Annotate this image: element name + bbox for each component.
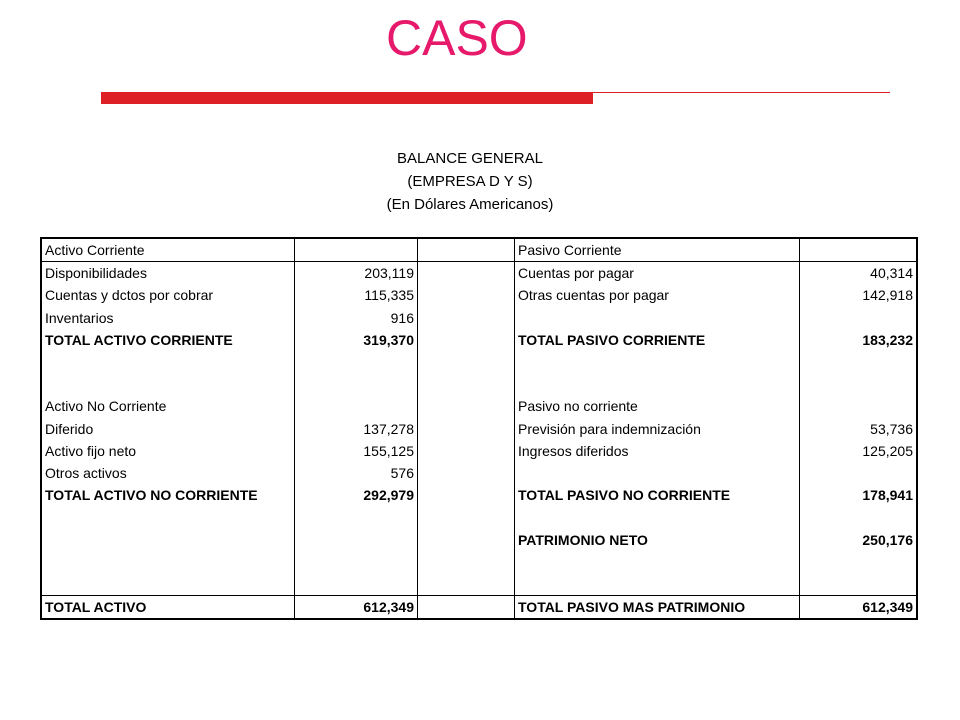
table-row (41, 506, 917, 528)
asset-total-value: 319,370 (295, 329, 418, 351)
liability-value: 53,736 (800, 418, 918, 440)
liability-value (800, 506, 918, 528)
asset-value: 115,335 (295, 284, 418, 306)
balance-sheet-table (40, 237, 918, 620)
report-currency-note: (En Dólares Americanos) (386, 196, 554, 213)
liability-total-value: 178,941 (800, 484, 918, 506)
table-row (41, 351, 917, 373)
asset-label (41, 351, 295, 373)
liability-section-label: Pasivo no corriente (515, 395, 800, 417)
liability-label (515, 307, 800, 329)
spacer-cell (418, 307, 515, 329)
table-row (41, 284, 917, 306)
asset-label: Otros activos (41, 462, 295, 484)
table-row-subtotal (41, 484, 917, 506)
asset-value: 203,119 (295, 262, 418, 285)
total-liabilities-equity-label: TOTAL PASIVO MAS PATRIMONIO (515, 596, 800, 620)
spacer-cell (418, 284, 515, 306)
asset-label: Diferido (41, 418, 295, 440)
spacer-cell (418, 395, 515, 417)
liability-value: 142,918 (800, 284, 918, 306)
liability-label: Ingresos diferidos (515, 440, 800, 462)
table-row-equity (41, 528, 917, 550)
slide-title: CASO (386, 10, 528, 66)
spacer-cell (418, 596, 515, 620)
liability-label (515, 462, 800, 484)
total-liabilities-equity-value: 612,349 (800, 596, 918, 620)
asset-value (295, 506, 418, 528)
table-row-subtotal (41, 329, 917, 351)
liabilities-section-header: Pasivo Corriente (515, 238, 800, 262)
asset-label (41, 373, 295, 395)
table-row (41, 573, 917, 596)
spacer-cell (418, 262, 515, 285)
liability-value (800, 307, 918, 329)
liability-total-label: TOTAL PASIVO CORRIENTE (515, 329, 800, 351)
asset-label: Inventarios (41, 307, 295, 329)
liability-value: 40,314 (800, 262, 918, 285)
liability-label: Previsión para indemnización (515, 418, 800, 440)
liability-value (800, 351, 918, 373)
spacer-cell (418, 528, 515, 550)
asset-value (295, 573, 418, 596)
table-row (41, 418, 917, 440)
header-empty-cell (800, 238, 918, 262)
asset-value (295, 528, 418, 550)
liability-total-label: TOTAL PASIVO NO CORRIENTE (515, 484, 800, 506)
total-assets-value: 612,349 (295, 596, 418, 620)
asset-label (41, 573, 295, 596)
liability-value (800, 551, 918, 573)
asset-label: Cuentas y dctos por cobrar (41, 284, 295, 306)
liability-value: 125,205 (800, 440, 918, 462)
table-row (41, 551, 917, 573)
asset-label (41, 528, 295, 550)
spacer-cell (418, 551, 515, 573)
liability-label (515, 573, 800, 596)
asset-total-label: TOTAL ACTIVO NO CORRIENTE (41, 484, 295, 506)
table-row (41, 307, 917, 329)
table-header-row (41, 238, 917, 262)
liability-label (515, 351, 800, 373)
equity-value: 250,176 (800, 528, 918, 550)
report-heading: BALANCE GENERAL (397, 150, 543, 167)
spacer-cell (418, 506, 515, 528)
asset-value: 916 (295, 307, 418, 329)
liability-value (800, 373, 918, 395)
spacer-cell (418, 373, 515, 395)
table-row (41, 373, 917, 395)
asset-value (295, 351, 418, 373)
header-empty-cell (295, 238, 418, 262)
spacer-cell (418, 329, 515, 351)
liability-label (515, 506, 800, 528)
spacer-cell (418, 573, 515, 596)
liability-label: Cuentas por pagar (515, 262, 800, 285)
liability-value (800, 573, 918, 596)
table-row-section (41, 395, 917, 417)
table-totals-row (41, 596, 917, 620)
asset-label: Activo fijo neto (41, 440, 295, 462)
asset-label (41, 506, 295, 528)
asset-section-label: Activo No Corriente (41, 395, 295, 417)
spacer-cell (418, 484, 515, 506)
title-underline-thick (101, 92, 593, 104)
asset-label (41, 551, 295, 573)
asset-total-label: TOTAL ACTIVO CORRIENTE (41, 329, 295, 351)
liability-label (515, 373, 800, 395)
title-underline-thin (593, 92, 890, 93)
asset-value: 576 (295, 462, 418, 484)
spacer-cell (418, 418, 515, 440)
liability-value (800, 462, 918, 484)
asset-value: 155,125 (295, 440, 418, 462)
spacer-cell (418, 462, 515, 484)
spacer-cell (418, 351, 515, 373)
total-assets-label: TOTAL ACTIVO (41, 596, 295, 620)
asset-value (295, 551, 418, 573)
asset-label: Disponibilidades (41, 262, 295, 285)
spacer-cell (418, 440, 515, 462)
liability-label (515, 551, 800, 573)
liability-label: Otras cuentas por pagar (515, 284, 800, 306)
table-row (41, 262, 917, 285)
equity-label: PATRIMONIO NETO (515, 528, 800, 550)
table-row (41, 440, 917, 462)
asset-value (295, 395, 418, 417)
assets-section-header: Activo Corriente (41, 238, 295, 262)
liability-total-value: 183,232 (800, 329, 918, 351)
table-row (41, 462, 917, 484)
asset-total-value: 292,979 (295, 484, 418, 506)
liability-value (800, 395, 918, 417)
asset-value (295, 373, 418, 395)
asset-value: 137,278 (295, 418, 418, 440)
spacer-cell (418, 238, 515, 262)
report-company: (EMPRESA D Y S) (407, 173, 533, 190)
